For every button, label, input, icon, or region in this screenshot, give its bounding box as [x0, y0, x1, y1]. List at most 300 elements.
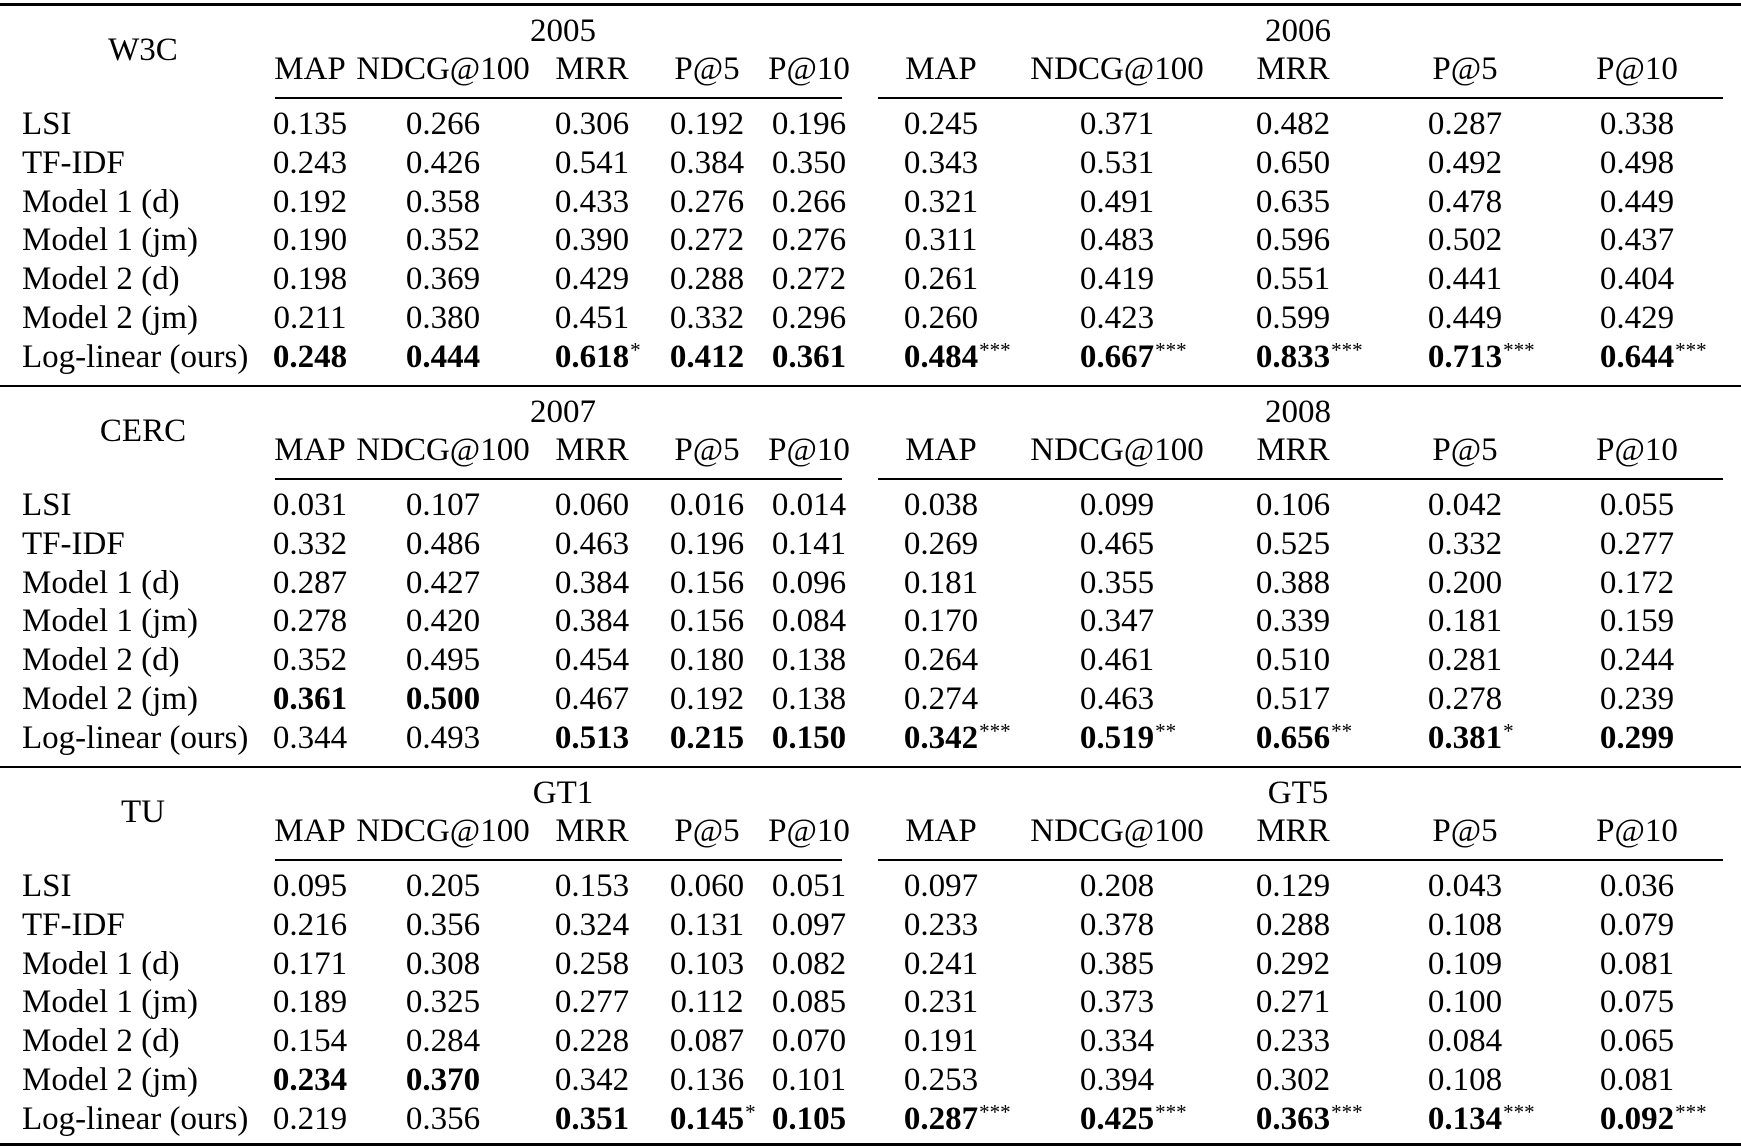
- group-cmidrule: [878, 97, 1723, 99]
- table-cell: [1080, 680, 1154, 718]
- table-cell: [904, 602, 978, 640]
- significance-marker: **: [1331, 718, 1353, 743]
- table-cell: [273, 486, 347, 524]
- table-cell: [1427, 337, 1535, 376]
- cell-value: 0.105: [771, 1100, 847, 1137]
- cell-value: 0.356: [405, 906, 481, 943]
- cell-value: 0.525: [1255, 525, 1331, 562]
- cell-value: 0.170: [903, 603, 979, 640]
- table-cell: [273, 1061, 347, 1099]
- table-cell: [670, 221, 744, 259]
- cell-value: 0.288: [1255, 906, 1331, 943]
- column-header: MRR: [1256, 432, 1330, 468]
- table-cell: [1428, 221, 1502, 259]
- cell-value: 0.321: [903, 183, 979, 220]
- cell-value: 0.618: [554, 338, 630, 375]
- table-cell: [1256, 1022, 1330, 1060]
- row-label: Model 1 (jm): [22, 984, 198, 1021]
- cell-value: 0.272: [669, 222, 745, 259]
- table-block-tu: [0, 762, 1741, 1142]
- column-header: MAP: [905, 813, 977, 849]
- column-header: MAP: [905, 51, 977, 87]
- table-cell: [1255, 337, 1363, 376]
- table-cell: [273, 906, 347, 944]
- column-header: NDCG@100: [1030, 51, 1204, 87]
- table-cell: [904, 564, 978, 602]
- table-cell: [406, 144, 480, 182]
- cell-value: 0.216: [272, 906, 348, 943]
- group-cmidrule: [878, 478, 1723, 480]
- cell-value: 0.513: [554, 719, 630, 756]
- table-cell: [555, 867, 629, 905]
- group-header: GT5: [1267, 775, 1329, 811]
- table-cell: [273, 338, 347, 376]
- table-cell: [1255, 718, 1353, 757]
- cell-value: 0.189: [272, 984, 348, 1021]
- cell-value: 0.427: [405, 564, 481, 601]
- table-cell: [1600, 486, 1674, 524]
- significance-marker: ***: [979, 1099, 1011, 1124]
- cell-value: 0.484: [903, 338, 979, 375]
- cell-value: 0.299: [1599, 719, 1675, 756]
- cell-value: 0.308: [405, 945, 481, 982]
- table-cell: [670, 602, 744, 640]
- cell-value: 0.650: [1255, 144, 1331, 181]
- table-cell: [904, 183, 978, 221]
- column-header: NDCG@100: [356, 432, 530, 468]
- row-label: LSI: [22, 487, 72, 523]
- table-cell: [1080, 1022, 1154, 1060]
- table-cell: [1427, 1099, 1535, 1138]
- table-cell: [406, 221, 480, 259]
- table-cell: [406, 299, 480, 337]
- column-header: P@10: [768, 813, 850, 849]
- row-label: Log-linear (ours): [22, 338, 249, 375]
- table-cell: [1428, 260, 1502, 298]
- column-header: MRR: [555, 813, 629, 849]
- table-cell: [1256, 680, 1330, 718]
- table-cell: [1256, 221, 1330, 259]
- table-cell: [1600, 105, 1674, 143]
- significance-marker: *: [630, 337, 641, 362]
- cell-value: 0.266: [405, 106, 481, 142]
- column-header: MAP: [905, 432, 977, 468]
- table-cell: [1256, 906, 1330, 944]
- row-label: Model 2 (jm): [22, 681, 198, 717]
- table-cell: [1256, 641, 1330, 679]
- table-cell: [1600, 1022, 1674, 1060]
- column-header: MAP: [274, 432, 346, 468]
- cell-value: 0.463: [554, 525, 630, 562]
- cell-value: 0.200: [1427, 564, 1503, 601]
- cell-value: 0.388: [1255, 564, 1331, 601]
- table-cell: [1599, 337, 1707, 376]
- cell-value: 0.084: [771, 603, 847, 640]
- table-cell: [555, 183, 629, 221]
- table-cell: [904, 221, 977, 259]
- cell-value: 0.342: [903, 719, 979, 756]
- cell-value: 0.461: [1079, 642, 1155, 679]
- significance-marker: ***: [1503, 337, 1535, 362]
- table-cell: [670, 641, 744, 679]
- table-cell: [1428, 641, 1502, 679]
- cell-value: 0.106: [1255, 487, 1331, 523]
- cell-value: 0.334: [1079, 1023, 1155, 1060]
- table-cell: [273, 1100, 347, 1138]
- table-cell: [273, 641, 347, 679]
- cell-value: 0.483: [1079, 222, 1155, 259]
- table-cell: [772, 221, 846, 259]
- cell-value: 0.243: [272, 144, 348, 181]
- cell-value: 0.492: [1427, 144, 1503, 181]
- table-cell: [904, 680, 978, 718]
- cell-value: 0.192: [669, 681, 745, 717]
- cell-value: 0.429: [1599, 300, 1675, 336]
- table-cell: [1428, 525, 1502, 563]
- table-cell: [904, 260, 978, 298]
- group-cmidrule: [878, 859, 1723, 861]
- table-cell: [1428, 1022, 1502, 1060]
- cell-value: 0.369: [405, 261, 481, 298]
- table-cell: [273, 680, 347, 718]
- table-cell: [1255, 1099, 1363, 1138]
- cell-value: 0.332: [272, 525, 348, 562]
- cell-value: 0.351: [554, 1100, 630, 1137]
- column-header: P@10: [1596, 51, 1678, 87]
- table-cell: [1600, 221, 1674, 259]
- column-header: P@5: [674, 813, 740, 849]
- table-cell: [904, 945, 978, 983]
- cell-value: 0.833: [1255, 338, 1331, 375]
- cell-value: 0.192: [669, 106, 745, 142]
- table-cell: [1080, 602, 1154, 640]
- table-cell: [772, 945, 846, 983]
- row-label: Model 1 (jm): [22, 222, 198, 259]
- table-cell: [1428, 486, 1502, 524]
- row-label: LSI: [22, 106, 72, 142]
- table-cell: [1600, 564, 1674, 602]
- table-cell: [273, 144, 347, 182]
- row-label: Log-linear (ours): [22, 719, 249, 756]
- table-cell: [1428, 564, 1502, 602]
- table-cell: [670, 564, 744, 602]
- cell-value: 0.092: [1599, 1100, 1675, 1137]
- cell-value: 0.284: [405, 1023, 481, 1060]
- table-cell: [555, 680, 629, 718]
- cell-value: 0.381: [1427, 719, 1503, 756]
- table-cell: [1080, 906, 1154, 944]
- group-cmidrule: [275, 478, 842, 480]
- table-cell: [1428, 906, 1502, 944]
- table-cell: [1600, 1061, 1674, 1099]
- table-cell: [406, 1100, 480, 1138]
- table-cell: [406, 680, 480, 718]
- column-header: MRR: [555, 432, 629, 468]
- table-cell: [772, 680, 846, 718]
- table-cell: [273, 719, 347, 757]
- cell-value: 0.231: [903, 984, 979, 1021]
- table-cell: [406, 486, 480, 524]
- table-cell: [555, 1061, 629, 1099]
- group-cmidrule: [275, 859, 842, 861]
- table-cell: [772, 144, 846, 182]
- cell-value: 0.138: [771, 642, 847, 679]
- table-cell: [554, 337, 641, 376]
- table-cell: [669, 1099, 756, 1138]
- table-cell: [1428, 299, 1502, 337]
- table-cell: [1080, 486, 1154, 524]
- table-cell: [670, 183, 744, 221]
- cell-value: 0.296: [771, 300, 847, 336]
- cell-value: 0.109: [1427, 945, 1503, 982]
- table-cell: [772, 260, 846, 298]
- table-cell: [1080, 525, 1154, 563]
- table-cell: [1428, 867, 1502, 905]
- table-cell: [406, 983, 480, 1021]
- cell-value: 0.208: [1079, 868, 1155, 904]
- group-header: 2008: [1265, 394, 1331, 430]
- cell-value: 0.287: [1427, 106, 1503, 142]
- cell-value: 0.656: [1255, 719, 1331, 756]
- cell-value: 0.342: [554, 1062, 630, 1098]
- table-cell: [273, 1022, 347, 1060]
- table-cell: [1080, 144, 1154, 182]
- cell-value: 0.260: [903, 300, 979, 336]
- cell-value: 0.338: [1599, 106, 1675, 142]
- group-header: 2006: [1265, 13, 1331, 49]
- table-cell: [406, 906, 480, 944]
- cell-value: 0.449: [1427, 300, 1503, 336]
- table-cell: [670, 1022, 744, 1060]
- table-cell: [555, 144, 629, 182]
- table-cell: [772, 641, 846, 679]
- cell-value: 0.498: [1599, 144, 1675, 181]
- cell-value: 0.075: [1599, 984, 1675, 1021]
- cell-value: 0.347: [1079, 603, 1155, 640]
- cell-value: 0.043: [1427, 868, 1503, 904]
- table-cell: [1256, 486, 1330, 524]
- table-cell: [1600, 525, 1674, 563]
- table-cell: [1428, 105, 1502, 143]
- cell-value: 0.361: [771, 338, 847, 375]
- cell-value: 0.344: [272, 719, 348, 756]
- cell-value: 0.358: [405, 183, 481, 220]
- row-label: Model 2 (d): [22, 1023, 180, 1060]
- table-cell: [772, 1100, 846, 1138]
- table-cell: [772, 564, 846, 602]
- table-cell: [670, 525, 744, 563]
- cell-value: 0.192: [272, 183, 348, 220]
- table-cell: [1079, 718, 1177, 757]
- table-cell: [406, 260, 480, 298]
- cell-value: 0.097: [771, 906, 847, 943]
- table-cell: [1256, 299, 1330, 337]
- table-cell: [406, 1061, 480, 1099]
- cell-value: 0.287: [272, 564, 348, 601]
- cell-value: 0.356: [405, 1100, 481, 1137]
- cell-value: 0.060: [669, 868, 745, 904]
- cell-value: 0.277: [1599, 525, 1675, 562]
- table-cell: [1428, 983, 1502, 1021]
- cell-value: 0.253: [903, 1062, 979, 1098]
- cell-value: 0.551: [1255, 261, 1331, 298]
- table-cell: [772, 525, 846, 563]
- cell-value: 0.081: [1599, 945, 1675, 982]
- table-cell: [1600, 867, 1674, 905]
- table-cell: [1600, 183, 1674, 221]
- cell-value: 0.233: [903, 906, 979, 943]
- group-header: GT1: [532, 775, 594, 811]
- column-header: NDCG@100: [356, 51, 530, 87]
- group-header: 2005: [530, 13, 596, 49]
- table-cell: [1256, 183, 1330, 221]
- cell-value: 0.131: [669, 906, 745, 943]
- table-cell: [1256, 260, 1330, 298]
- cell-value: 0.394: [1079, 1062, 1155, 1098]
- table-cell: [1600, 945, 1674, 983]
- cell-value: 0.486: [405, 525, 481, 562]
- table-cell: [406, 1022, 480, 1060]
- cell-value: 0.150: [771, 719, 847, 756]
- cell-value: 0.288: [669, 261, 745, 298]
- table-cell: [406, 867, 480, 905]
- cell-value: 0.145: [669, 1100, 745, 1137]
- table-cell: [904, 867, 978, 905]
- cell-value: 0.129: [1255, 868, 1331, 904]
- cell-value: 0.419: [1079, 261, 1155, 298]
- significance-marker: ***: [1331, 1099, 1363, 1124]
- cell-value: 0.108: [1427, 906, 1503, 943]
- table-cell: [670, 105, 744, 143]
- table-cell: [772, 906, 846, 944]
- cell-value: 0.031: [272, 487, 348, 523]
- cell-value: 0.095: [272, 868, 348, 904]
- row-label: LSI: [22, 868, 72, 904]
- cell-value: 0.196: [669, 525, 745, 562]
- row-label: Model 2 (d): [22, 642, 180, 679]
- table-cell: [555, 221, 629, 259]
- significance-marker: ***: [1675, 1099, 1707, 1124]
- cell-value: 0.287: [903, 1100, 979, 1137]
- cell-value: 0.350: [771, 144, 847, 181]
- table-cell: [555, 105, 629, 143]
- table-cell: [1428, 1061, 1502, 1099]
- cell-value: 0.384: [669, 144, 745, 181]
- cell-value: 0.258: [554, 945, 630, 982]
- table-cell: [1079, 1099, 1187, 1138]
- cell-value: 0.261: [903, 261, 979, 298]
- cell-value: 0.112: [670, 984, 744, 1021]
- cell-value: 0.181: [903, 564, 979, 601]
- column-header: P@10: [1596, 432, 1678, 468]
- cell-value: 0.233: [1255, 1023, 1331, 1060]
- significance-marker: ***: [1155, 337, 1187, 362]
- table-cell: [273, 299, 346, 337]
- cell-value: 0.219: [272, 1100, 348, 1137]
- table-cell: [772, 338, 846, 376]
- table-cell: [1080, 1061, 1154, 1099]
- cell-value: 0.271: [1255, 984, 1331, 1021]
- table-cell: [1599, 1099, 1707, 1138]
- column-header: P@5: [674, 51, 740, 87]
- cell-value: 0.099: [1079, 487, 1155, 523]
- cell-value: 0.531: [1079, 144, 1155, 181]
- column-header: MRR: [1256, 813, 1330, 849]
- table-cell: [1600, 260, 1674, 298]
- cell-value: 0.276: [771, 222, 847, 259]
- significance-marker: ***: [1331, 337, 1363, 362]
- cell-value: 0.324: [554, 906, 630, 943]
- significance-marker: ***: [1155, 1099, 1187, 1124]
- cell-value: 0.332: [1427, 525, 1503, 562]
- table-cell: [904, 1061, 978, 1099]
- table-cell: [772, 983, 846, 1021]
- dataset-label: CERC: [99, 413, 187, 449]
- table-block-w3c: [0, 0, 1741, 380]
- cell-value: 0.266: [771, 183, 847, 220]
- table-cell: [555, 983, 629, 1021]
- table-cell: [1600, 680, 1674, 718]
- table-cell: [406, 719, 480, 757]
- table-cell: [273, 602, 347, 640]
- cell-value: 0.100: [1427, 984, 1503, 1021]
- table-cell: [772, 867, 846, 905]
- table-cell: [1427, 718, 1514, 757]
- cell-value: 0.108: [1427, 1062, 1503, 1098]
- cell-value: 0.135: [272, 106, 348, 142]
- cell-value: 0.264: [903, 642, 979, 679]
- row-label: Model 2 (jm): [22, 300, 198, 336]
- table-cell: [670, 680, 744, 718]
- cell-value: 0.082: [771, 945, 847, 982]
- cell-value: 0.281: [1427, 642, 1503, 679]
- cell-value: 0.081: [1599, 1062, 1675, 1098]
- cell-value: 0.101: [771, 1062, 847, 1098]
- table-cell: [772, 486, 846, 524]
- table-cell: [1256, 105, 1330, 143]
- table-cell: [1256, 867, 1330, 905]
- table-cell: [670, 299, 744, 337]
- cell-value: 0.156: [669, 564, 745, 601]
- table-cell: [1080, 983, 1154, 1021]
- cell-value: 0.713: [1427, 338, 1503, 375]
- cell-value: 0.378: [1079, 906, 1155, 943]
- column-header: P@5: [1432, 432, 1498, 468]
- cell-value: 0.325: [405, 984, 481, 1021]
- table-cell: [1080, 945, 1154, 983]
- table-cell: [406, 641, 480, 679]
- cell-value: 0.463: [1079, 681, 1155, 717]
- table-cell: [772, 1061, 846, 1099]
- table-cell: [670, 338, 744, 376]
- table-cell: [1080, 641, 1154, 679]
- table-cell: [273, 183, 347, 221]
- table-cell: [273, 867, 347, 905]
- cell-value: 0.385: [1079, 945, 1155, 982]
- table-cell: [406, 105, 480, 143]
- cell-value: 0.373: [1079, 984, 1155, 1021]
- cell-value: 0.302: [1255, 1062, 1331, 1098]
- cell-value: 0.454: [554, 642, 630, 679]
- table-cell: [1256, 525, 1330, 563]
- table-cell: [670, 867, 744, 905]
- cell-value: 0.370: [405, 1062, 481, 1098]
- row-label: Model 1 (jm): [22, 603, 198, 640]
- cell-value: 0.228: [554, 1023, 630, 1060]
- table-cell: [1079, 337, 1187, 376]
- table-cell: [273, 983, 347, 1021]
- cell-value: 0.065: [1599, 1023, 1675, 1060]
